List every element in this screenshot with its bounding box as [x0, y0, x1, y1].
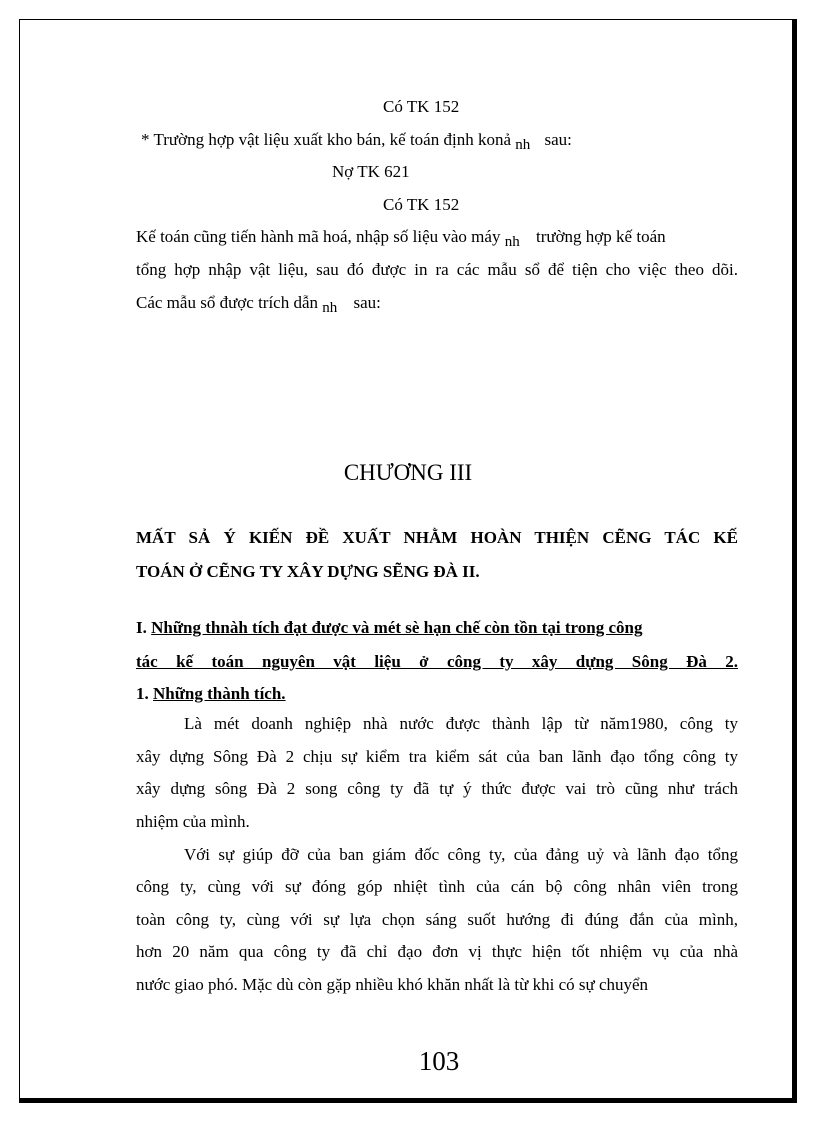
text-line-co-tk-152: Có TK 152: [383, 97, 460, 116]
subscript-nh: nh: [515, 137, 531, 153]
subsection-title: [136, 684, 286, 704]
body-line: xây dựng sông Đà 2 song công ty đã tự ý thức được vai trò cũng như trách: [136, 779, 738, 798]
text-line-co-tk-152-2: Có TK 152: [383, 195, 460, 214]
text-segment: Kế toán cũng tiến hành mã hoá, nhập số liệu vào máy: [136, 227, 501, 246]
body-line: xây dựng Sông Đà 2 chịu sự kiểm tra kiểm sát của ban lãnh đạo tổng công ty: [136, 747, 738, 766]
body-line: Là mét doanh nghiệp nhà nước được thành lập từ năm1980, công ty: [184, 714, 738, 733]
chapter-title: CHƯƠNG III: [343, 460, 473, 485]
text-line-paragraph-1: [136, 227, 666, 248]
section-title-text: Những thnàh tích đạt được và mét sè hạn chế còn tồn tại trong công: [151, 618, 643, 637]
text-line-no-tk-621: Nợ TK 621: [332, 162, 410, 181]
text-line-paragraph-2: tổng hợp nhập vật liệu, sau đó được in ra các mẫu sổ để tiện cho việc theo dõi.: [136, 260, 738, 279]
body-line: nước giao phó. Mặc dù còn gặp nhiều khó khăn nhất là từ khi có sự chuyển: [136, 975, 649, 994]
text-line-paragraph-3: [136, 293, 381, 314]
subsection-title-text: Những thành tích.: [153, 684, 286, 703]
section-title-line-1: [136, 618, 643, 638]
text-line-truong-hop: [141, 130, 572, 151]
body-line: hơn 20 năm qua công ty đã chỉ đạo đơn vị thực hiện tốt nhiệm vụ của nhà: [136, 942, 738, 961]
page-number: 103: [418, 1046, 460, 1076]
section-number: I.: [136, 618, 147, 637]
subscript-nh: nh: [322, 300, 338, 316]
section-title-line-2: tác kế toán nguyên vật liệu ở công ty xây dựng Sông Đà 2.: [136, 652, 738, 671]
chapter-heading-line-1: MẤT SẢ Ý KIẾN ĐỀ XUẤT NHẰM HOÀN THIỆN CẼNG TÁC KẾ: [136, 528, 738, 547]
subsection-number: 1.: [136, 684, 149, 703]
body-line: công ty, cùng với sự đóng góp nhiệt tình của cán bộ công nhân viên trong: [136, 877, 738, 896]
text-segment: sau:: [353, 293, 381, 312]
chapter-heading-line-2: TOÁN Ở CẼNG TY XÂY DỰNG SẼNG ĐÀ II.: [136, 562, 480, 581]
text-segment: sau:: [544, 130, 572, 149]
subscript-nh: nh: [504, 234, 520, 250]
text-segment: trường hợp kế toán: [535, 227, 666, 246]
body-line: nhiệm của mình.: [136, 812, 250, 831]
text-segment: Các mẫu sổ được trích dẫn: [136, 293, 319, 312]
body-line: toàn công ty, cùng với sự lựa chọn sáng suốt hướng đi đúng đắn của mình,: [136, 910, 738, 929]
text-segment: * Trường hợp vật liệu xuất kho bán, kế toán định konả: [141, 130, 511, 149]
body-line: Với sự giúp đỡ của ban giám đốc công ty, của đảng uỷ và lãnh đạo tổng: [184, 845, 738, 864]
